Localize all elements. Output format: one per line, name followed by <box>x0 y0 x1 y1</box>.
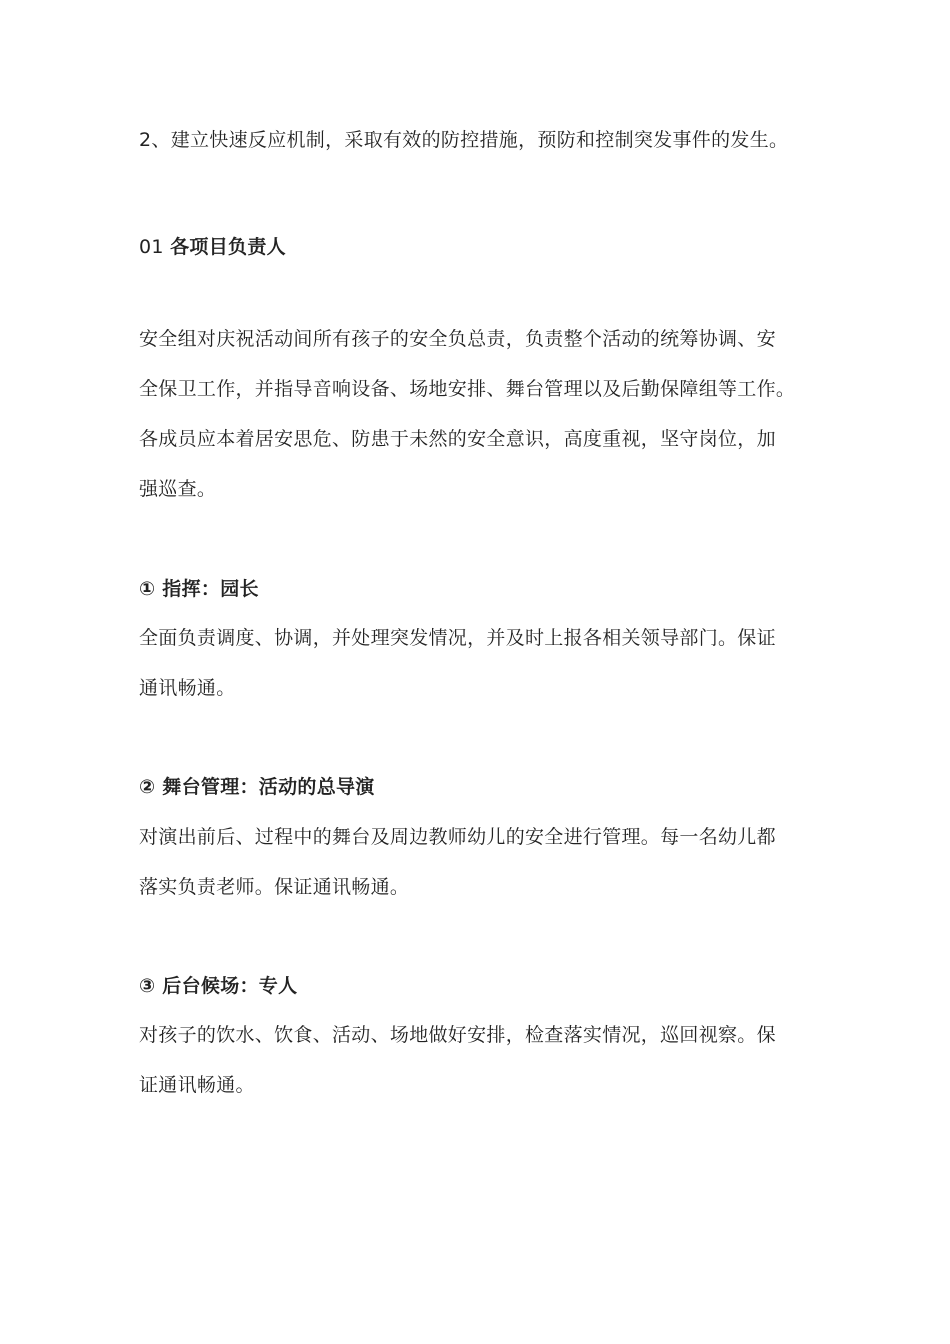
overview-line: 安全组对庆祝活动间所有孩子的安全负总责，负责整个活动的统筹协调、安 <box>139 328 776 350</box>
section-number: 01 <box>139 236 164 258</box>
role-description-line: 证通讯畅通。 <box>139 1074 255 1096</box>
section-title: 各项目负责人 <box>170 236 286 258</box>
role-description-line: 通讯畅通。 <box>139 677 236 699</box>
overview-line: 全保卫工作，并指导音响设备、场地安排、舞台管理以及后勤保障组等工作。 <box>139 378 796 400</box>
role-heading-commander: ① 指挥：园长 <box>139 578 259 600</box>
section-heading <box>139 234 829 260</box>
intro-line: 2、建立快速反应机制，采取有效的防控措施，预防和控制突发事件的发生。 <box>139 129 789 151</box>
role-heading-backstage: ③ 后台候场：专人 <box>139 975 298 997</box>
overview-line: 强巡查。 <box>139 478 217 500</box>
overview-line: 各成员应本着居安思危、防患于未然的安全意识，高度重视，坚守岗位，加 <box>139 428 776 450</box>
role-description-line: 对孩子的饮水、饮食、活动、场地做好安排，检查落实情况，巡回视察。保 <box>139 1024 776 1046</box>
role-description-line: 落实负责老师。保证通讯畅通。 <box>139 876 410 898</box>
role-heading-stage: ② 舞台管理：活动的总导演 <box>139 776 375 798</box>
role-description-line: 对演出前后、过程中的舞台及周边教师幼儿的安全进行管理。每一名幼儿都 <box>139 826 776 848</box>
role-description-line: 全面负责调度、协调，并处理突发情况，并及时上报各相关领导部门。保证 <box>139 627 776 649</box>
